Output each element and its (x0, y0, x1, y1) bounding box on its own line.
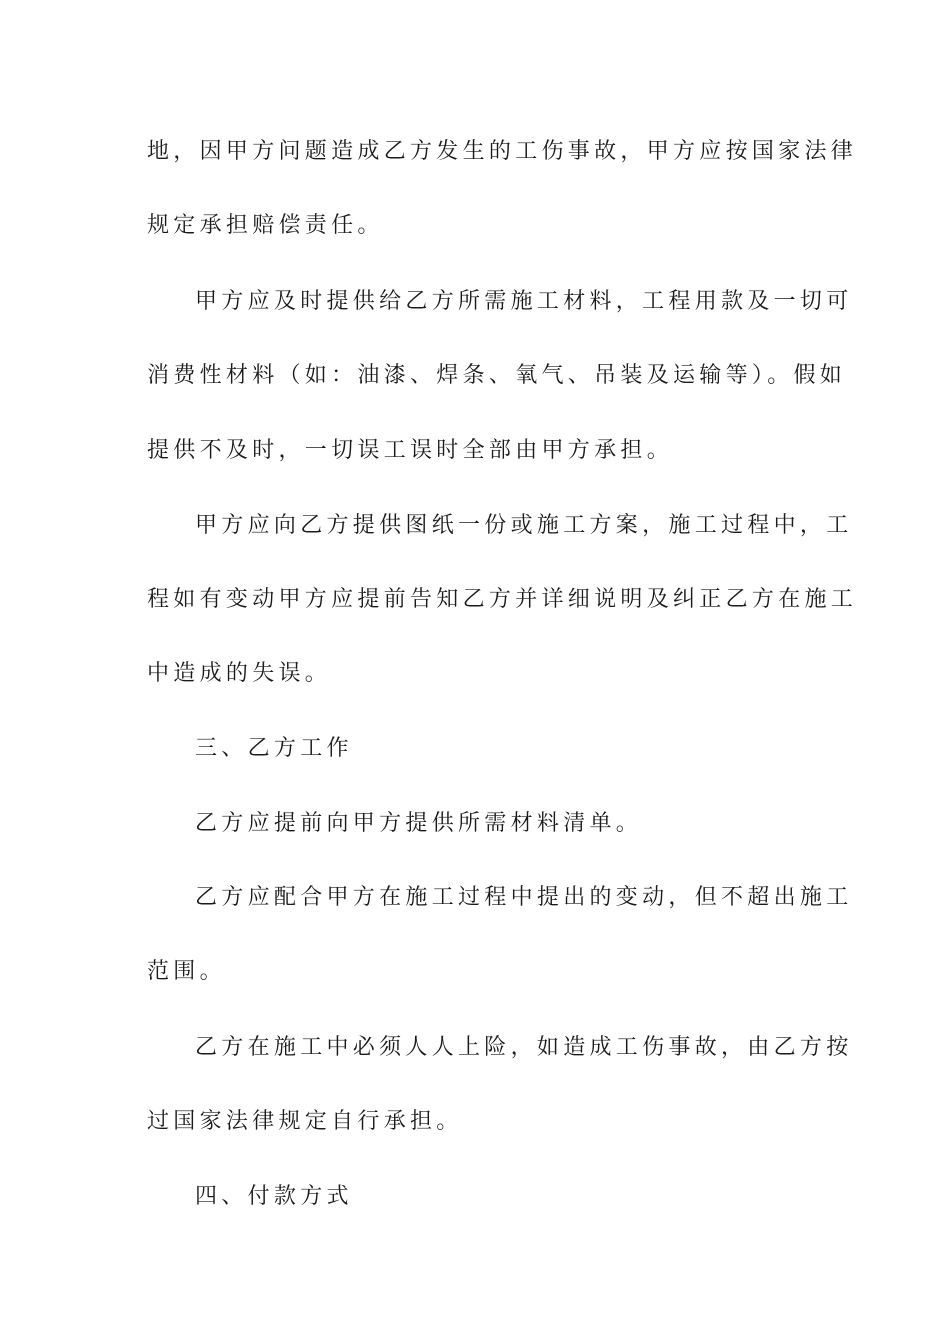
paragraph-line: 过国家法律规定自行承担。 (147, 1109, 463, 1134)
paragraph-line: 规定承担赔偿责任。 (147, 213, 384, 238)
paragraph-line: 范围。 (147, 959, 226, 984)
paragraph-line: 乙方应配合甲方在施工过程中提出的变动，但不超出施工 (195, 885, 853, 910)
paragraph-line: 乙方应提前向甲方提供所需材料清单。 (195, 811, 643, 836)
paragraph-line: 地，因甲方问题造成乙方发生的工伤事故，甲方应按国家法律 (147, 139, 858, 164)
paragraph-line: 中造成的失误。 (147, 661, 332, 686)
section-heading: 四、付款方式 (195, 1184, 353, 1209)
section-heading: 三、乙方工作 (195, 736, 353, 761)
paragraph-line: 消费性材料（如：油漆、焊条、氧气、吊装及运输等）。假如 (147, 363, 847, 388)
paragraph-line: 乙方在施工中必须人人上险，如造成工伤事故，由乙方按 (195, 1035, 853, 1060)
paragraph-line: 程如有变动甲方应提前告知乙方并详细说明及纠正乙方在施工 (147, 587, 858, 612)
paragraph-line: 甲方应向乙方提供图纸一份或施工方案，施工过程中，工 (195, 513, 853, 538)
paragraph-line: 甲方应及时提供给乙方所需施工材料，工程用款及一切可 (195, 289, 853, 314)
paragraph-line: 提供不及时，一切误工误时全部由甲方承担。 (147, 438, 674, 463)
